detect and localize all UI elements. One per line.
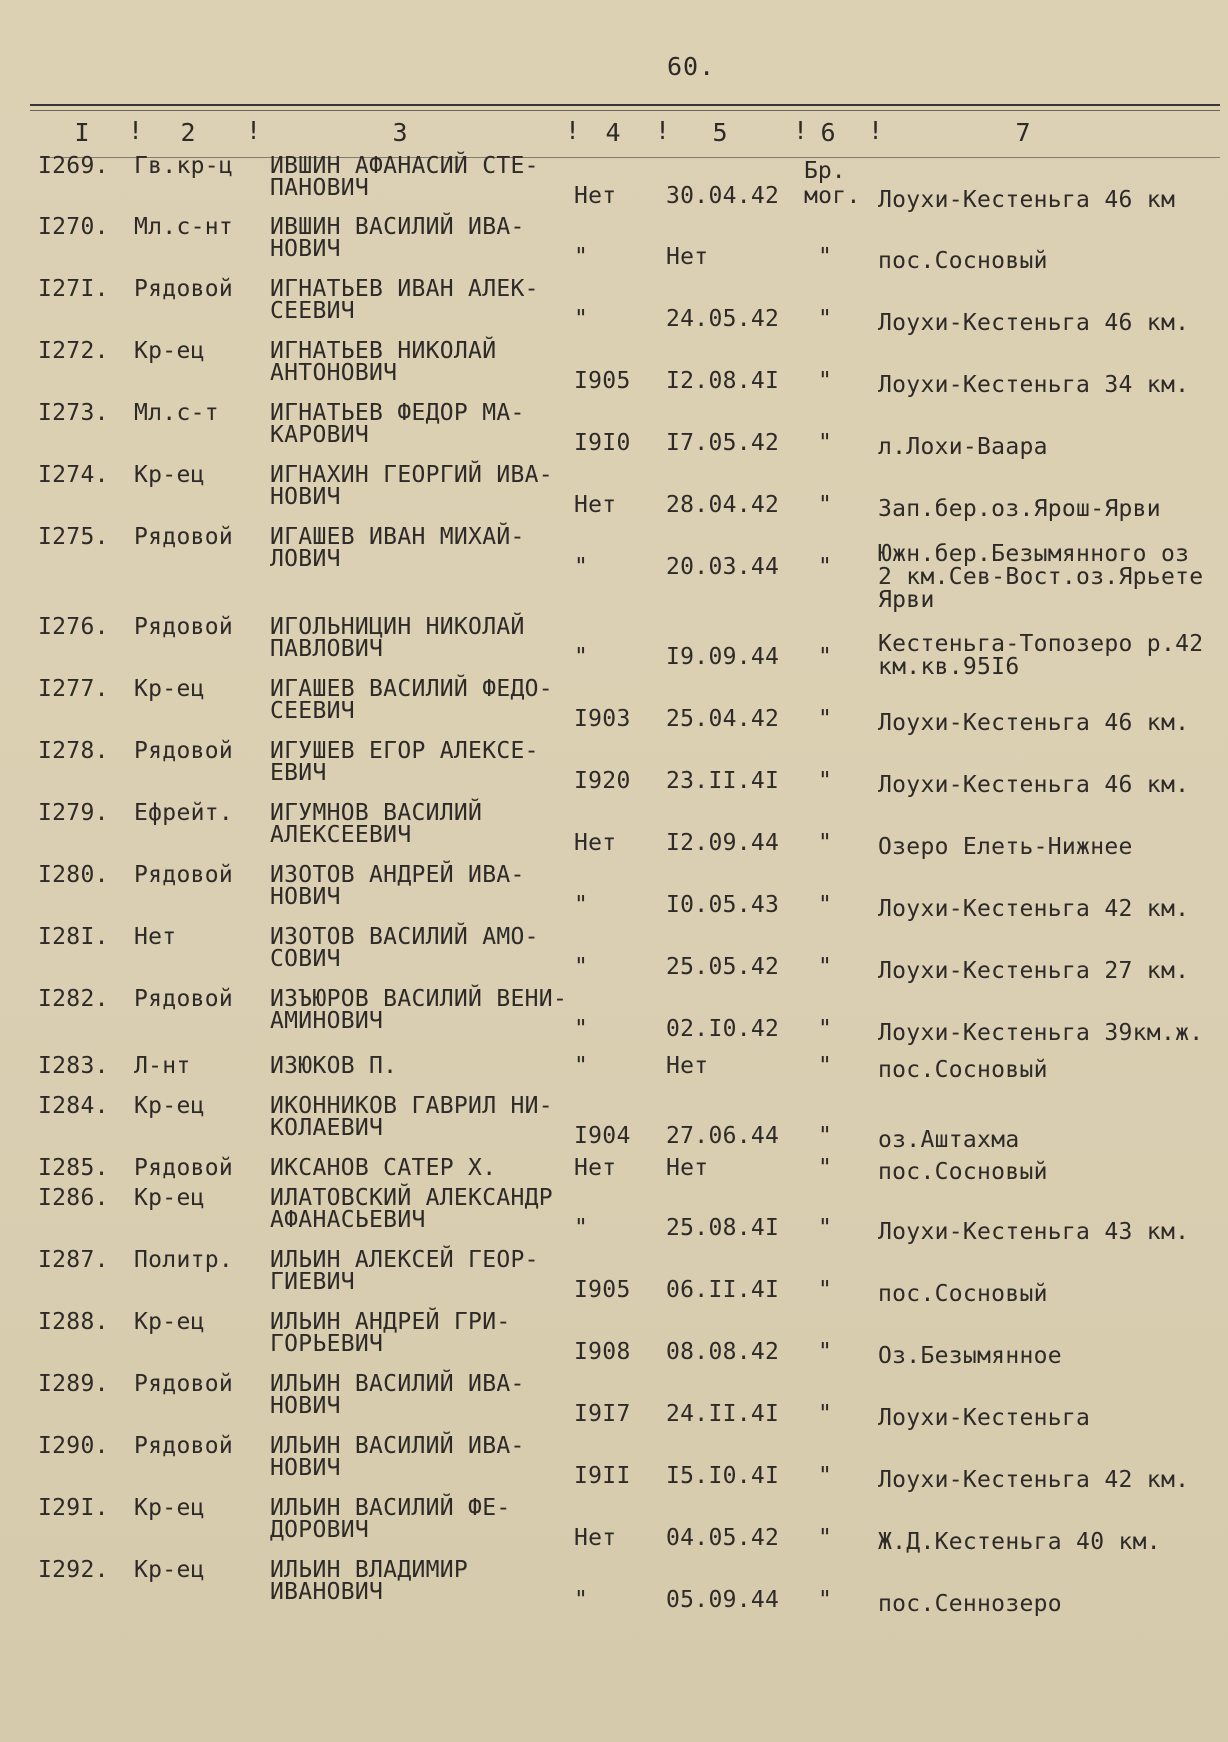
table-row bbox=[0, 925, 1228, 987]
full-name-line2: НОВИЧ bbox=[270, 1455, 341, 1481]
birth-year: Нет bbox=[574, 183, 617, 209]
record-number: I29I. bbox=[38, 1495, 109, 1521]
military-rank: Кр-ец bbox=[134, 1309, 205, 1335]
military-rank: Рядовой bbox=[134, 1155, 234, 1181]
burial-place-line: Оз.Безымянное bbox=[878, 1343, 1062, 1369]
date-of-death: Нет bbox=[666, 1053, 709, 1079]
burial-type: " bbox=[818, 768, 833, 794]
date-of-death: 30.04.42 bbox=[666, 183, 780, 209]
table-row bbox=[0, 739, 1228, 801]
table-row bbox=[0, 1372, 1228, 1434]
birth-year: " bbox=[574, 1053, 589, 1079]
burial-type: " bbox=[818, 368, 833, 394]
full-name-line1: ИГУМНОВ ВАСИЛИЙ bbox=[270, 800, 483, 826]
full-name-line1: ИЛЬИН ВЛАДИМИР bbox=[270, 1557, 469, 1583]
burial-place-line: Ж.Д.Кестеньга 40 км. bbox=[878, 1529, 1161, 1555]
birth-year: Нет bbox=[574, 1155, 617, 1181]
record-number: I283. bbox=[38, 1053, 109, 1079]
record-number: I286. bbox=[38, 1185, 109, 1211]
date-of-death: I5.I0.4I bbox=[666, 1463, 780, 1489]
full-name-line1: ИГУШЕВ ЕГОР АЛЕКСЕ- bbox=[270, 738, 539, 764]
date-of-death: I2.09.44 bbox=[666, 830, 780, 856]
military-rank: Рядовой bbox=[134, 524, 234, 550]
burial-type: " bbox=[818, 554, 833, 580]
burial-place-line: Лоухи-Кестеньга 42 км. bbox=[878, 1467, 1190, 1493]
birth-year: " bbox=[574, 1016, 589, 1042]
birth-year: " bbox=[574, 1587, 589, 1613]
date-of-death: 24.05.42 bbox=[666, 306, 780, 332]
burial-place-line: Лоухи-Кестеньга 27 км. bbox=[878, 958, 1190, 984]
full-name-line1: ИВШИН ВАСИЛИЙ ИВА- bbox=[270, 214, 525, 240]
military-rank: Политр. bbox=[134, 1247, 234, 1273]
burial-type: мог. bbox=[804, 183, 861, 209]
burial-place-line: Зап.бер.оз.Ярош-Ярви bbox=[878, 496, 1161, 522]
date-of-death: 25.04.42 bbox=[666, 706, 780, 732]
full-name-line1: ИЗОТОВ ВАСИЛИЙ АМО- bbox=[270, 924, 539, 950]
full-name-line2: АФАНАСЬЕВИЧ bbox=[270, 1207, 426, 1233]
full-name-line1: ИЛЬИН АНДРЕЙ ГРИ- bbox=[270, 1309, 511, 1335]
burial-place bbox=[878, 1468, 1189, 1492]
table-row bbox=[0, 524, 1228, 613]
date-of-death: Нет bbox=[666, 244, 709, 270]
record-number: I284. bbox=[38, 1093, 109, 1119]
date-of-death: 05.09.44 bbox=[666, 1587, 780, 1613]
birth-year: I908 bbox=[574, 1339, 631, 1365]
burial-place-line: пос.Сосновый bbox=[878, 1057, 1048, 1083]
military-rank: Кр-ец bbox=[134, 462, 205, 488]
burial-type: " bbox=[818, 1587, 833, 1613]
full-name-line2: СЕЕВИЧ bbox=[270, 298, 355, 324]
record-number: I272. bbox=[38, 338, 109, 364]
record-number: I276. bbox=[38, 614, 109, 640]
burial-place-line: Ярви bbox=[878, 587, 935, 613]
full-name-line2: КАРОВИЧ bbox=[270, 422, 370, 448]
military-rank: Рядовой bbox=[134, 986, 234, 1012]
military-rank: Кр-ец bbox=[134, 338, 205, 364]
column-header-3: 3 bbox=[392, 118, 408, 147]
military-rank: Мл.с-нт bbox=[134, 214, 234, 240]
burial-place-line: л.Лохи-Ваара bbox=[878, 434, 1048, 460]
burial-place bbox=[878, 1282, 1048, 1306]
military-rank: Л-нт bbox=[134, 1053, 191, 1079]
table-row bbox=[0, 1434, 1228, 1496]
birth-year: I903 bbox=[574, 706, 631, 732]
burial-type: " bbox=[818, 1525, 833, 1551]
date-of-death: 06.II.4I bbox=[666, 1277, 780, 1303]
burial-place-line: Лоухи-Кестеньга 46 км. bbox=[878, 710, 1190, 736]
date-of-death: 28.04.42 bbox=[666, 492, 780, 518]
birth-year: " bbox=[574, 1215, 589, 1241]
birth-year: " bbox=[574, 892, 589, 918]
date-of-death: I7.05.42 bbox=[666, 430, 780, 456]
military-rank: Рядовой bbox=[134, 1371, 234, 1397]
burial-place-line: Южн.бер.Безымянного оз bbox=[878, 541, 1190, 567]
burial-place bbox=[878, 249, 1048, 273]
record-number: I269. bbox=[38, 153, 109, 179]
table-row bbox=[0, 215, 1228, 277]
full-name-line1: ИГНАТЬЕВ НИКОЛАЙ bbox=[270, 338, 497, 364]
burial-type: " bbox=[818, 830, 833, 856]
burial-type: " bbox=[818, 892, 833, 918]
table-row bbox=[0, 1558, 1228, 1620]
burial-type: " bbox=[818, 430, 833, 456]
date-of-death: I9.09.44 bbox=[666, 644, 780, 670]
burial-place bbox=[878, 1344, 1062, 1368]
full-name-line1: ИЛЬИН ВАСИЛИЙ ИВА- bbox=[270, 1371, 525, 1397]
date-of-death: 02.I0.42 bbox=[666, 1016, 780, 1042]
birth-year: " bbox=[574, 306, 589, 332]
full-name-line2: НОВИЧ bbox=[270, 884, 341, 910]
military-rank: Кр-ец bbox=[134, 676, 205, 702]
military-rank: Мл.с-т bbox=[134, 400, 219, 426]
record-number: I277. bbox=[38, 676, 109, 702]
column-header-7: 7 bbox=[1015, 118, 1031, 147]
burial-place-line: км.кв.95I6 bbox=[878, 654, 1020, 680]
table-row bbox=[0, 154, 1228, 216]
burial-place-line: Лоухи-Кестеньга bbox=[878, 1405, 1091, 1431]
full-name-line2: ПАВЛОВИЧ bbox=[270, 636, 384, 662]
table-row bbox=[0, 1186, 1228, 1248]
burial-place-line: пос.Сосновый bbox=[878, 248, 1048, 274]
date-of-death: 25.05.42 bbox=[666, 954, 780, 980]
burial-type: " bbox=[818, 492, 833, 518]
burial-type: " bbox=[818, 1053, 833, 1079]
date-of-death: 27.06.44 bbox=[666, 1123, 780, 1149]
full-name-line2: АМИНОВИЧ bbox=[270, 1008, 384, 1034]
military-rank: Рядовой bbox=[134, 276, 234, 302]
record-number: I28I. bbox=[38, 924, 109, 950]
table-row bbox=[0, 863, 1228, 925]
record-number: I279. bbox=[38, 800, 109, 826]
birth-year: " bbox=[574, 644, 589, 670]
full-name-line1: ИЛЬИН АЛЕКСЕЙ ГЕОР- bbox=[270, 1247, 539, 1273]
date-of-death: Нет bbox=[666, 1155, 709, 1181]
burial-type: " bbox=[818, 306, 833, 332]
column-header-6: 6 bbox=[820, 118, 836, 147]
burial-place bbox=[878, 1058, 1048, 1082]
full-name-line2: ГОРЬЕВИЧ bbox=[270, 1331, 384, 1357]
full-name-line2: СЕЕВИЧ bbox=[270, 698, 355, 724]
burial-place bbox=[878, 1128, 1019, 1152]
birth-year: Нет bbox=[574, 830, 617, 856]
burial-place bbox=[878, 1160, 1048, 1184]
burial-type: " bbox=[818, 1463, 833, 1489]
full-name-line2: ПАНОВИЧ bbox=[270, 175, 370, 201]
burial-place-line: Лоухи-Кестеньга 42 км. bbox=[878, 896, 1190, 922]
table-row bbox=[0, 1248, 1228, 1310]
full-name-line1: ИГАШЕВ ИВАН МИХАЙ- bbox=[270, 524, 525, 550]
table-row bbox=[0, 614, 1228, 680]
burial-place bbox=[878, 711, 1189, 735]
birth-year: Нет bbox=[574, 492, 617, 518]
burial-type: " bbox=[818, 1155, 833, 1181]
date-of-death: 20.03.44 bbox=[666, 554, 780, 580]
military-rank: Кр-ец bbox=[134, 1093, 205, 1119]
column-separator: ! bbox=[246, 116, 262, 145]
table-row bbox=[0, 277, 1228, 339]
burial-place bbox=[878, 373, 1189, 397]
table-row bbox=[0, 339, 1228, 401]
burial-type-top: Бр. bbox=[804, 158, 846, 184]
full-name-line1: ИКОННИКОВ ГАВРИЛ НИ- bbox=[270, 1093, 553, 1119]
birth-year: " bbox=[574, 954, 589, 980]
record-number: I280. bbox=[38, 862, 109, 888]
military-rank: Гв.кр-ц bbox=[134, 153, 234, 179]
date-of-death: 08.08.42 bbox=[666, 1339, 780, 1365]
full-name-line1: ИЗОТОВ АНДРЕЙ ИВА- bbox=[270, 862, 525, 888]
birth-year: " bbox=[574, 554, 589, 580]
birth-year: I905 bbox=[574, 368, 631, 394]
date-of-death: 25.08.4I bbox=[666, 1215, 780, 1241]
date-of-death: 04.05.42 bbox=[666, 1525, 780, 1551]
column-separator: ! bbox=[565, 116, 581, 145]
burial-place bbox=[878, 435, 1048, 459]
burial-type: " bbox=[818, 1339, 833, 1365]
column-separator: ! bbox=[868, 116, 884, 145]
burial-type: " bbox=[818, 644, 833, 670]
table-row bbox=[0, 987, 1228, 1049]
burial-place-line: Лоухи-Кестеньга 46 км. bbox=[878, 310, 1190, 336]
full-name-line2: АНТОНОВИЧ bbox=[270, 360, 398, 386]
table-row bbox=[0, 401, 1228, 463]
burial-place bbox=[878, 835, 1133, 859]
table-row bbox=[0, 1094, 1228, 1156]
burial-place-line: Лоухи-Кестеньга 34 км. bbox=[878, 372, 1190, 398]
burial-type: " bbox=[818, 1277, 833, 1303]
table-row bbox=[0, 1310, 1228, 1372]
birth-year: I9II bbox=[574, 1463, 631, 1489]
military-rank: Рядовой bbox=[134, 738, 234, 764]
full-name-line1: ИЗЮКОВ П. bbox=[270, 1053, 398, 1079]
record-number: I278. bbox=[38, 738, 109, 764]
burial-type: " bbox=[818, 1123, 833, 1149]
burial-place-line: Озеро Елеть-Нижнее bbox=[878, 834, 1133, 860]
burial-place bbox=[878, 543, 1203, 612]
burial-place-line: Лоухи-Кестеньга 39км.ж. bbox=[878, 1020, 1204, 1046]
column-header-1: I bbox=[74, 118, 90, 147]
burial-type: " bbox=[818, 706, 833, 732]
full-name-line2: АЛЕКСЕЕВИЧ bbox=[270, 822, 412, 848]
burial-place bbox=[878, 897, 1189, 921]
record-number: I292. bbox=[38, 1557, 109, 1583]
burial-place bbox=[878, 773, 1189, 797]
full-name-line1: ИВШИН АФАНАСИЙ СТЕ- bbox=[270, 153, 539, 179]
column-header-2: 2 bbox=[180, 118, 196, 147]
full-name-line1: ИГОЛЬНИЦИН НИКОЛАЙ bbox=[270, 614, 525, 640]
record-number: I270. bbox=[38, 214, 109, 240]
burial-place-line: Кестеньга-Топозеро р.42 bbox=[878, 631, 1204, 657]
full-name-line1: ИЗЪЮРОВ ВАСИЛИЙ ВЕНИ- bbox=[270, 986, 568, 1012]
military-rank: Нет bbox=[134, 924, 177, 950]
record-number: I274. bbox=[38, 462, 109, 488]
full-name-line1: ИЛАТОВСКИЙ АЛЕКСАНДР bbox=[270, 1185, 553, 1211]
record-number: I275. bbox=[38, 524, 109, 550]
full-name-line2: СОВИЧ bbox=[270, 946, 341, 972]
full-name-line2: ДОРОВИЧ bbox=[270, 1517, 370, 1543]
full-name-line1: ИГНАТЬЕВ ФЕДОР МА- bbox=[270, 400, 525, 426]
column-header-5: 5 bbox=[712, 118, 728, 147]
table-row bbox=[0, 677, 1228, 739]
full-name-line2: НОВИЧ bbox=[270, 1393, 341, 1419]
full-name-line2: НОВИЧ bbox=[270, 484, 341, 510]
burial-place-line: пос.Сосновый bbox=[878, 1281, 1048, 1307]
full-name-line2: ИВАНОВИЧ bbox=[270, 1579, 384, 1605]
column-separator: ! bbox=[655, 116, 671, 145]
birth-year: I9I7 bbox=[574, 1401, 631, 1427]
birth-year: " bbox=[574, 244, 589, 270]
table-row bbox=[0, 801, 1228, 863]
military-rank: Рядовой bbox=[134, 1433, 234, 1459]
burial-type: " bbox=[818, 244, 833, 270]
military-rank: Рядовой bbox=[134, 862, 234, 888]
burial-place bbox=[878, 959, 1189, 983]
burial-place bbox=[878, 1592, 1062, 1616]
date-of-death: I0.05.43 bbox=[666, 892, 780, 918]
column-separator: ! bbox=[793, 116, 809, 145]
burial-type: " bbox=[818, 1215, 833, 1241]
burial-place bbox=[878, 311, 1189, 335]
page-number: 60. bbox=[667, 52, 716, 81]
record-number: I285. bbox=[38, 1155, 109, 1181]
full-name-line1: ИЛЬИН ВАСИЛИЙ ФЕ- bbox=[270, 1495, 511, 1521]
burial-place-line: Лоухи-Кестеньга 46 км bbox=[878, 187, 1176, 213]
military-rank: Ефрейт. bbox=[134, 800, 234, 826]
burial-place-line: 2 км.Сев-Вост.оз.Ярьете bbox=[878, 564, 1204, 590]
burial-place-line: Лоухи-Кестеньга 46 км. bbox=[878, 772, 1190, 798]
column-separator: ! bbox=[128, 116, 144, 145]
full-name-line1: ИКСАНОВ САТЕР Х. bbox=[270, 1155, 497, 1181]
burial-type: " bbox=[818, 1016, 833, 1042]
record-number: I273. bbox=[38, 400, 109, 426]
full-name-line1: ИГНАХИН ГЕОРГИЙ ИВА- bbox=[270, 462, 553, 488]
military-rank: Кр-ец bbox=[134, 1557, 205, 1583]
burial-place-line: оз.Аштахма bbox=[878, 1127, 1020, 1153]
burial-type: " bbox=[818, 954, 833, 980]
burial-place bbox=[878, 1406, 1090, 1430]
record-number: I287. bbox=[38, 1247, 109, 1273]
full-name-line1: ИГАШЕВ ВАСИЛИЙ ФЕДО- bbox=[270, 676, 553, 702]
burial-place bbox=[878, 188, 1175, 212]
burial-place bbox=[878, 1220, 1189, 1244]
table-row bbox=[0, 463, 1228, 525]
military-rank: Рядовой bbox=[134, 614, 234, 640]
record-number: I282. bbox=[38, 986, 109, 1012]
birth-year: I904 bbox=[574, 1123, 631, 1149]
burial-place-line: пос.Сосновый bbox=[878, 1159, 1048, 1185]
burial-place-line: пос.Сеннозеро bbox=[878, 1591, 1062, 1617]
burial-place bbox=[878, 1530, 1161, 1554]
record-number: I288. bbox=[38, 1309, 109, 1335]
burial-place bbox=[878, 1021, 1203, 1045]
record-number: I290. bbox=[38, 1433, 109, 1459]
birth-year: I920 bbox=[574, 768, 631, 794]
full-name-line1: ИГНАТЬЕВ ИВАН АЛЕК- bbox=[270, 276, 539, 302]
birth-year: I9I0 bbox=[574, 430, 631, 456]
birth-year: Нет bbox=[574, 1525, 617, 1551]
full-name-line2: ЛОВИЧ bbox=[270, 546, 341, 572]
burial-place bbox=[878, 633, 1203, 679]
full-name-line2: КОЛАЕВИЧ bbox=[270, 1115, 384, 1141]
table-row bbox=[0, 1496, 1228, 1558]
birth-year: I905 bbox=[574, 1277, 631, 1303]
full-name-line2: ГИЕВИЧ bbox=[270, 1269, 355, 1295]
burial-place-line: Лоухи-Кестеньга 43 км. bbox=[878, 1219, 1190, 1245]
military-rank: Кр-ец bbox=[134, 1495, 205, 1521]
burial-place bbox=[878, 497, 1161, 521]
full-name-line2: НОВИЧ bbox=[270, 236, 341, 262]
record-number: I27I. bbox=[38, 276, 109, 302]
date-of-death: 23.II.4I bbox=[666, 768, 780, 794]
burial-type: " bbox=[818, 1401, 833, 1427]
full-name-line1: ИЛЬИН ВАСИЛИЙ ИВА- bbox=[270, 1433, 525, 1459]
record-number: I289. bbox=[38, 1371, 109, 1397]
date-of-death: 24.II.4I bbox=[666, 1401, 780, 1427]
full-name-line2: ЕВИЧ bbox=[270, 760, 327, 786]
date-of-death: I2.08.4I bbox=[666, 368, 780, 394]
column-header-4: 4 bbox=[605, 118, 621, 147]
military-rank: Кр-ец bbox=[134, 1185, 205, 1211]
